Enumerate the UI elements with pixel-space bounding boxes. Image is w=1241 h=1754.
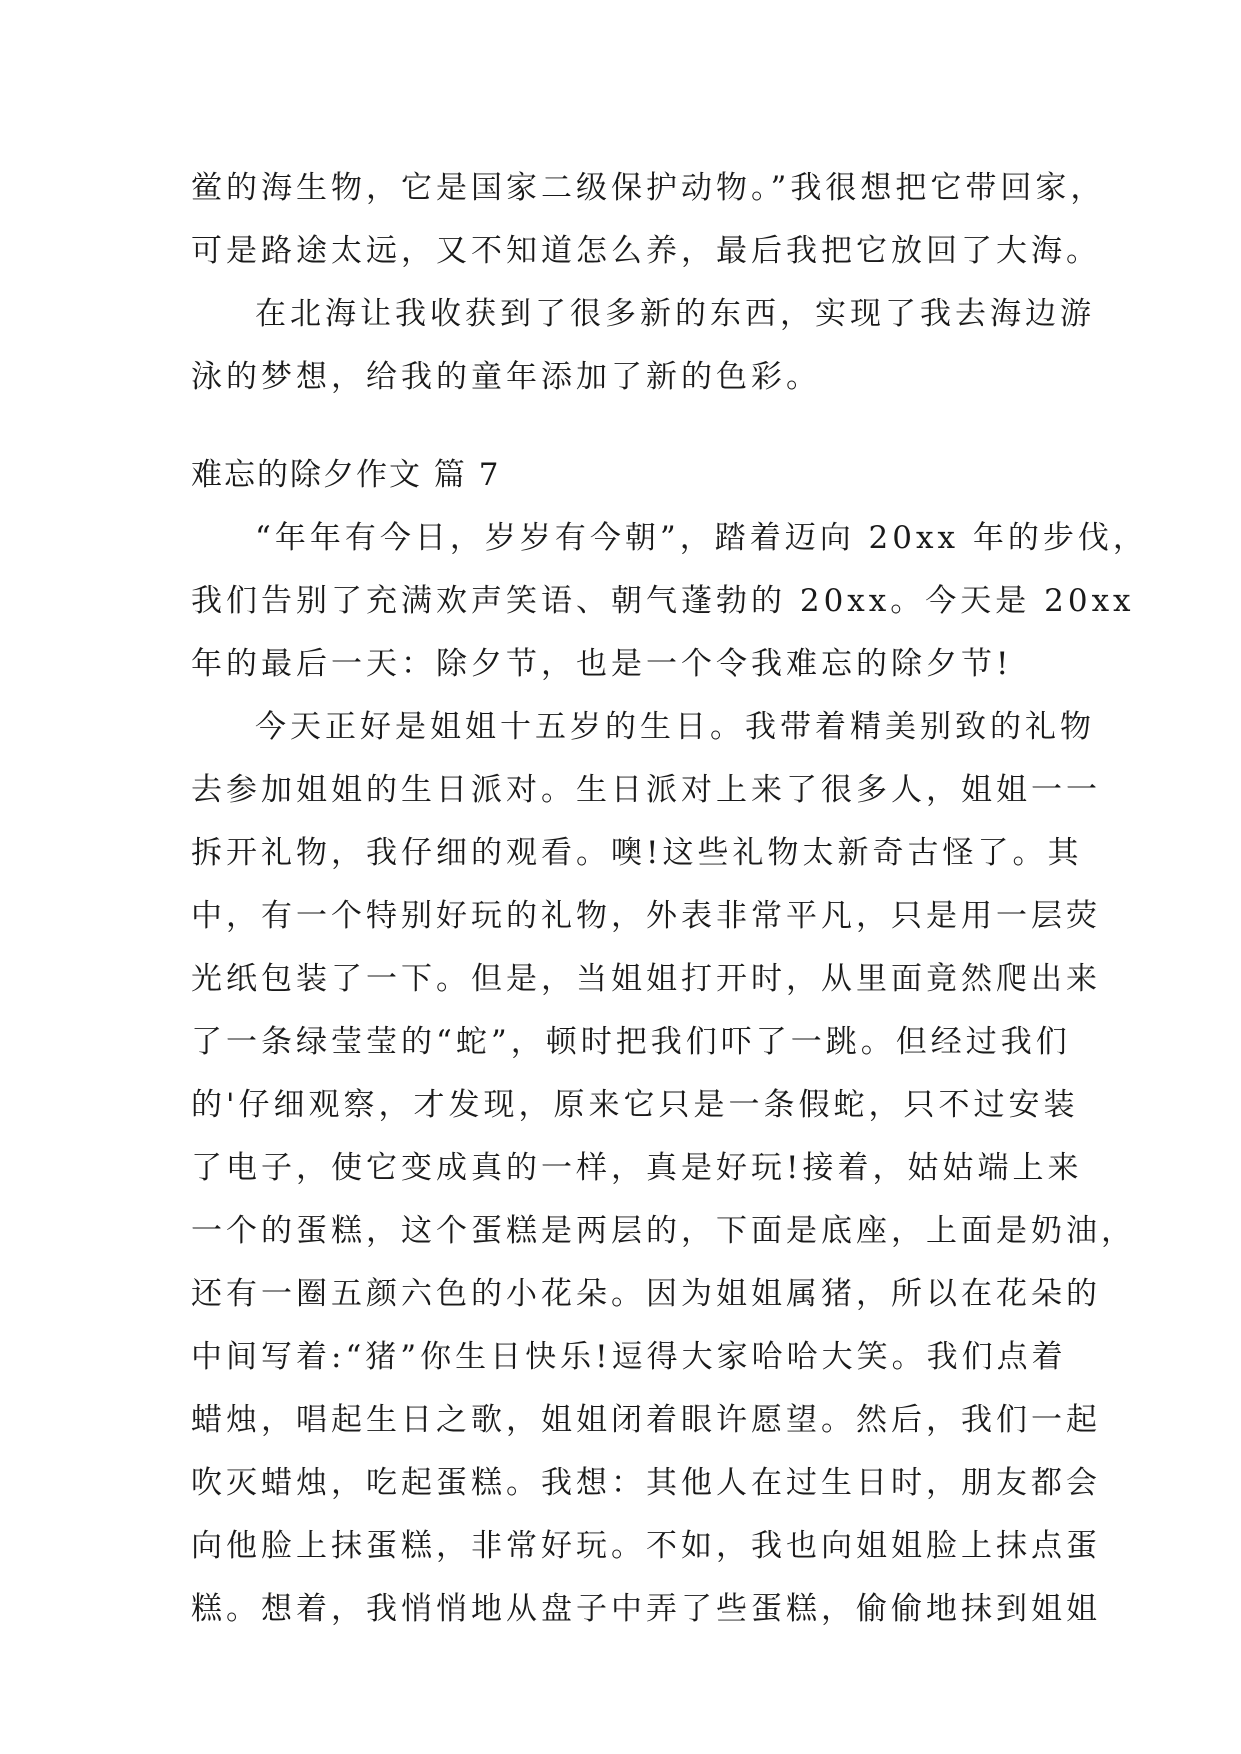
text-line: 今天正好是姐姐十五岁的生日。我带着精美别致的礼物 [255,709,1095,745]
text-line: “年年有今日，岁岁有今朝”，踏着迈向 20xx 年的步伐， [255,520,1148,556]
text-line: 了电子，使它变成真的一样，真是好玩!接着，姑姑端上来 [191,1150,1083,1186]
text-line: 泳的梦想，给我的童年添加了新的色彩。 [191,359,821,395]
text-line: 去参加姐姐的生日派对。生日派对上来了很多人，姐姐一一 [191,772,1101,808]
previous-essay-ending [191,157,1106,409]
text-line: 向他脸上抹蛋糕，非常好玩。不如，我也向姐姐脸上抹点蛋 [191,1528,1101,1564]
text-line: 光纸包装了一下。但是，当姐姐打开时，从里面竟然爬出来 [191,961,1101,997]
text-line: 拆开礼物，我仔细的观看。噢!这些礼物太新奇古怪了。其 [191,835,1083,871]
essay-title: 难忘的除夕作文 篇 7 [191,457,501,493]
text-line: 糕。想着，我悄悄地从盘子中弄了些蛋糕，偷偷地抹到姐姐 [191,1591,1101,1627]
text-line: 可是路途太远，又不知道怎么养，最后我把它放回了大海。 [191,233,1101,269]
essay-section [191,444,1148,1641]
text-line: 的'仔细观察，才发现，原来它只是一条假蛇，只不过安装 [191,1087,1079,1123]
text-line: 我们告别了充满欢声笑语、朝气蓬勃的 20xx。今天是 20xx [191,583,1135,619]
text-line: 中，有一个特别好玩的礼物，外表非常平凡，只是用一层荧 [191,898,1101,934]
text-line: 中间写着:“猪”你生日快乐!逗得大家哈哈大笑。我们点着 [191,1339,1067,1375]
text-line: 吹灭蜡烛，吃起蛋糕。我想：其他人在过生日时，朋友都会 [191,1465,1101,1501]
text-line: 年的最后一天：除夕节，也是一个令我难忘的除夕节! [191,646,1013,682]
text-line: 一个的蛋糕，这个蛋糕是两层的，下面是底座，上面是奶油， [191,1213,1136,1249]
text-line: 还有一圈五颜六色的小花朵。因为姐姐属猪，所以在花朵的 [191,1276,1101,1312]
text-line: 在北海让我收获到了很多新的东西，实现了我去海边游 [255,296,1095,332]
text-line: 蜡烛，唱起生日之歌，姐姐闭着眼许愿望。然后，我们一起 [191,1402,1101,1438]
text-line: 鲎的海生物，它是国家二级保护动物。”我很想把它带回家， [191,170,1106,206]
text-line: 了一条绿莹莹的“蛇”，顿时把我们吓了一跳。但经过我们 [191,1024,1071,1060]
